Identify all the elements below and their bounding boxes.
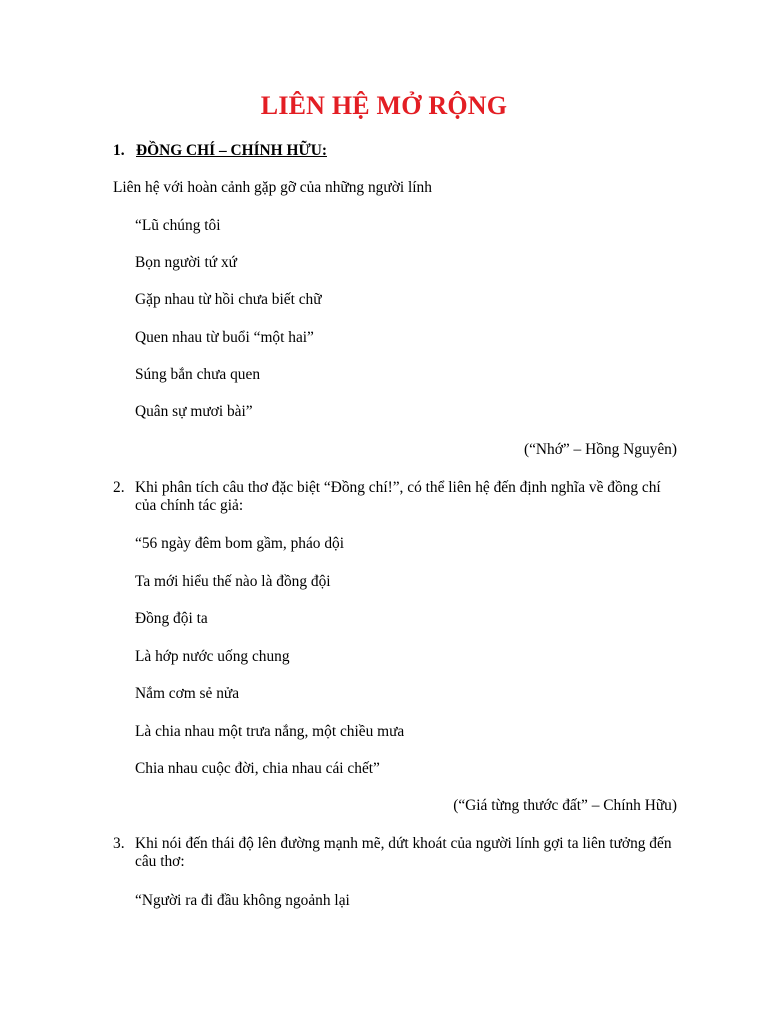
poem-line: Đồng đội ta xyxy=(135,610,208,627)
poem-line: Quen nhau từ buổi “một hai” xyxy=(135,329,314,346)
section-1-heading: ĐỒNG CHÍ – CHÍNH HỮU: xyxy=(136,142,327,159)
section-1-intro: Liên hệ với hoàn cảnh gặp gỡ của những người lính xyxy=(113,179,432,196)
section-2-source: (“Giá từng thước đất” – Chính Hữu) xyxy=(453,797,677,814)
section-3-number: 3. xyxy=(113,835,125,852)
section-3-text: Khi nói đến thái độ lên đường mạnh mẽ, dứt khoát của người lính gợi ta liên tưởng đến câu thơ: xyxy=(135,835,672,870)
poem-line: “56 ngày đêm bom gầm, pháo dội xyxy=(135,535,345,552)
poem-line: “Người ra đi đầu không ngoảnh lại xyxy=(135,892,350,909)
section-2-number: 2. xyxy=(113,479,125,496)
poem-line: Súng bắn chưa quen xyxy=(135,366,261,383)
poem-line: Chia nhau cuộc đời, chia nhau cái chết” xyxy=(135,760,380,777)
section-2-text: Khi phân tích câu thơ đặc biệt “Đồng chí!”, có thể liên hệ đến định nghĩa về đồng chí của chính tác giả: xyxy=(135,479,661,514)
page-title: LIÊN HỆ MỞ RỘNG xyxy=(260,91,508,120)
poem-line: Quân sự mươi bài” xyxy=(135,403,253,420)
poem-line: Ta mới hiểu thế nào là đồng đội xyxy=(135,573,331,590)
poem-line: Bọn người tứ xứ xyxy=(135,254,238,271)
poem-line: Nắm cơm sẻ nửa xyxy=(135,685,240,702)
section-1-source: (“Nhớ” – Hồng Nguyên) xyxy=(523,441,677,458)
poem-line: “Lũ chúng tôi xyxy=(135,217,221,234)
section-1-number: 1. xyxy=(113,142,125,159)
poem-line: Là chia nhau một trưa nắng, một chiều mưa xyxy=(135,723,405,740)
poem-line: Là hớp nước uống chung xyxy=(135,648,290,665)
poem-line: Gặp nhau từ hồi chưa biết chữ xyxy=(135,291,322,308)
